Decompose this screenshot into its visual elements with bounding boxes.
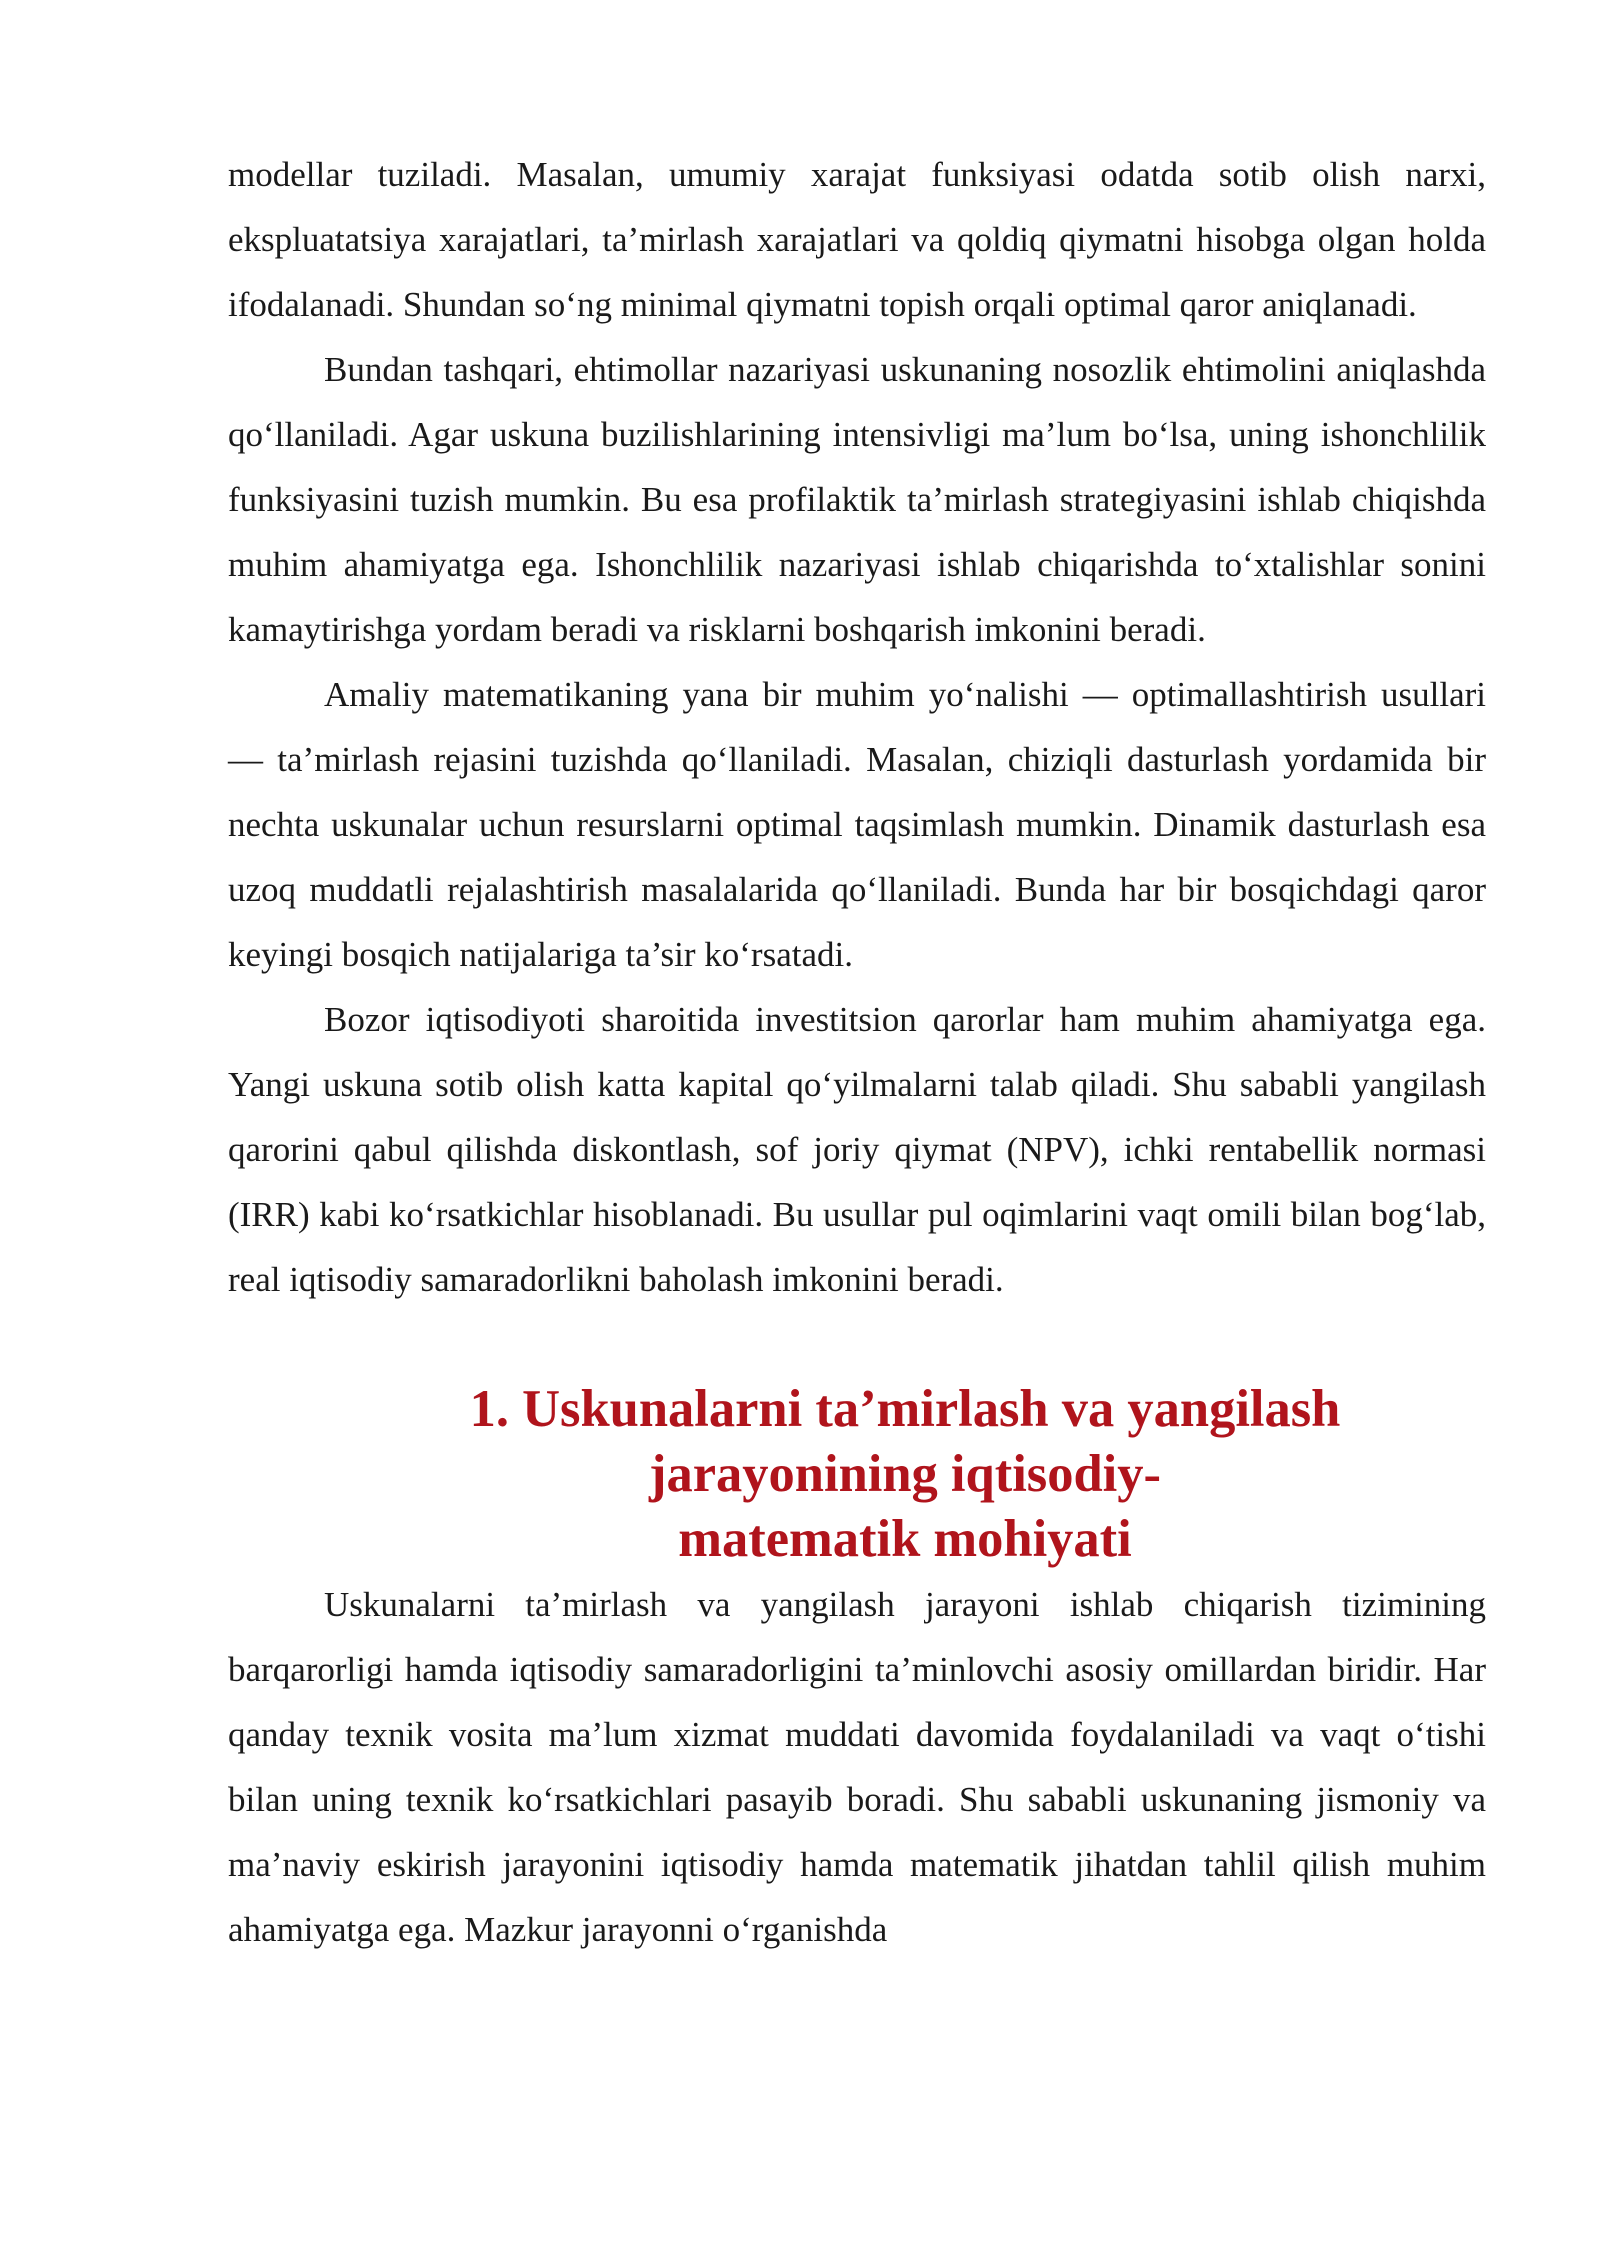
paragraph-1: modellar tuziladi. Masalan, umumiy xarajat funksiyasi odatda sotib olish narxi, ekspluatatsiya xarajatlari, ta’mirlash xarajatlari va qoldiq qiymatni hisobga olgan holda ifodalanadi. Shundan so‘ng minimal qiymatni topish orqali optimal qaror aniqlanadi. [228,155,1486,324]
document-page [228,142,1486,1962]
paragraph-2: Bundan tashqari, ehtimollar nazariyasi uskunaning nosozlik ehtimolini aniqlashda qo‘llaniladi. Agar uskuna buzilishlarining intensivligi ma’lum bo‘lsa, uning ishonchlilik funksiyasini tuzish mumkin. Bu esa profilaktik ta’mirlash strategiyasini ishlab chiqishda muhim ahamiyatga ega. Ishonchlilik nazariyasi ishlab chiqarishda to‘xtalishlar sonini kamaytirishga yordam beradi va risklarni boshqarish imkonini beradi. [228,350,1486,649]
section-heading-line-2: matematik mohiyati [678,1510,1132,1568]
section-heading-line-1: 1. Uskunalarni ta’mirlash va yangilash jarayonining iqtisodiy- [469,1380,1341,1503]
section-spacer [228,1312,1486,1377]
paragraph-4: Bozor iqtisodiyoti sharoitida investitsion qarorlar ham muhim ahamiyatga ega. Yangi uskuna sotib olish katta kapital qo‘yilmalarni talab qiladi. Shu sababli yangilash qarorini qabul qilishda diskontlash, sof joriy qiymat (NPV), ichki rentabellik normasi (IRR) kabi ko‘rsatkichlar hisoblanadi. Bu usullar pul oqimlarini vaqt omili bilan bog‘lab, real iqtisodiy samaradorlikni baholash imkonini beradi. [228,1000,1486,1299]
paragraph-3: Amaliy matematikaning yana bir muhim yo‘nalishi — optimallashtirish usullari — ta’mirlash rejasini tuzishda qo‘llaniladi. Masalan, chiziqli dasturlash yordamida bir nechta uskunalar uchun resurslarni optimal taqsimlash mumkin. Dinamik dasturlash esa uzoq muddatli rejalashtirish masalalarida qo‘llaniladi. Bunda har bir bosqichdagi qaror keyingi bosqich natijalariga ta’sir ko‘rsatadi. [228,675,1486,974]
paragraph-5: Uskunalarni ta’mirlash va yangilash jarayoni ishlab chiqarish tizimining barqarorligi hamda iqtisodiy samaradorligini ta’minlovchi asosiy omillardan biridir. Har qanday texnik vosita ma’lum xizmat muddati davomida foydalaniladi va vaqt o‘tishi bilan uning texnik ko‘rsatkichlari pasayib boradi. Shu sababli uskunaning jismoniy va ma’naviy eskirish jarayonini iqtisodiy hamda matematik jihatdan tahlil qilish muhim ahamiyatga ega. Mazkur jarayonni o‘rganishda [228,1585,1486,1949]
section-heading [228,1377,1486,1572]
